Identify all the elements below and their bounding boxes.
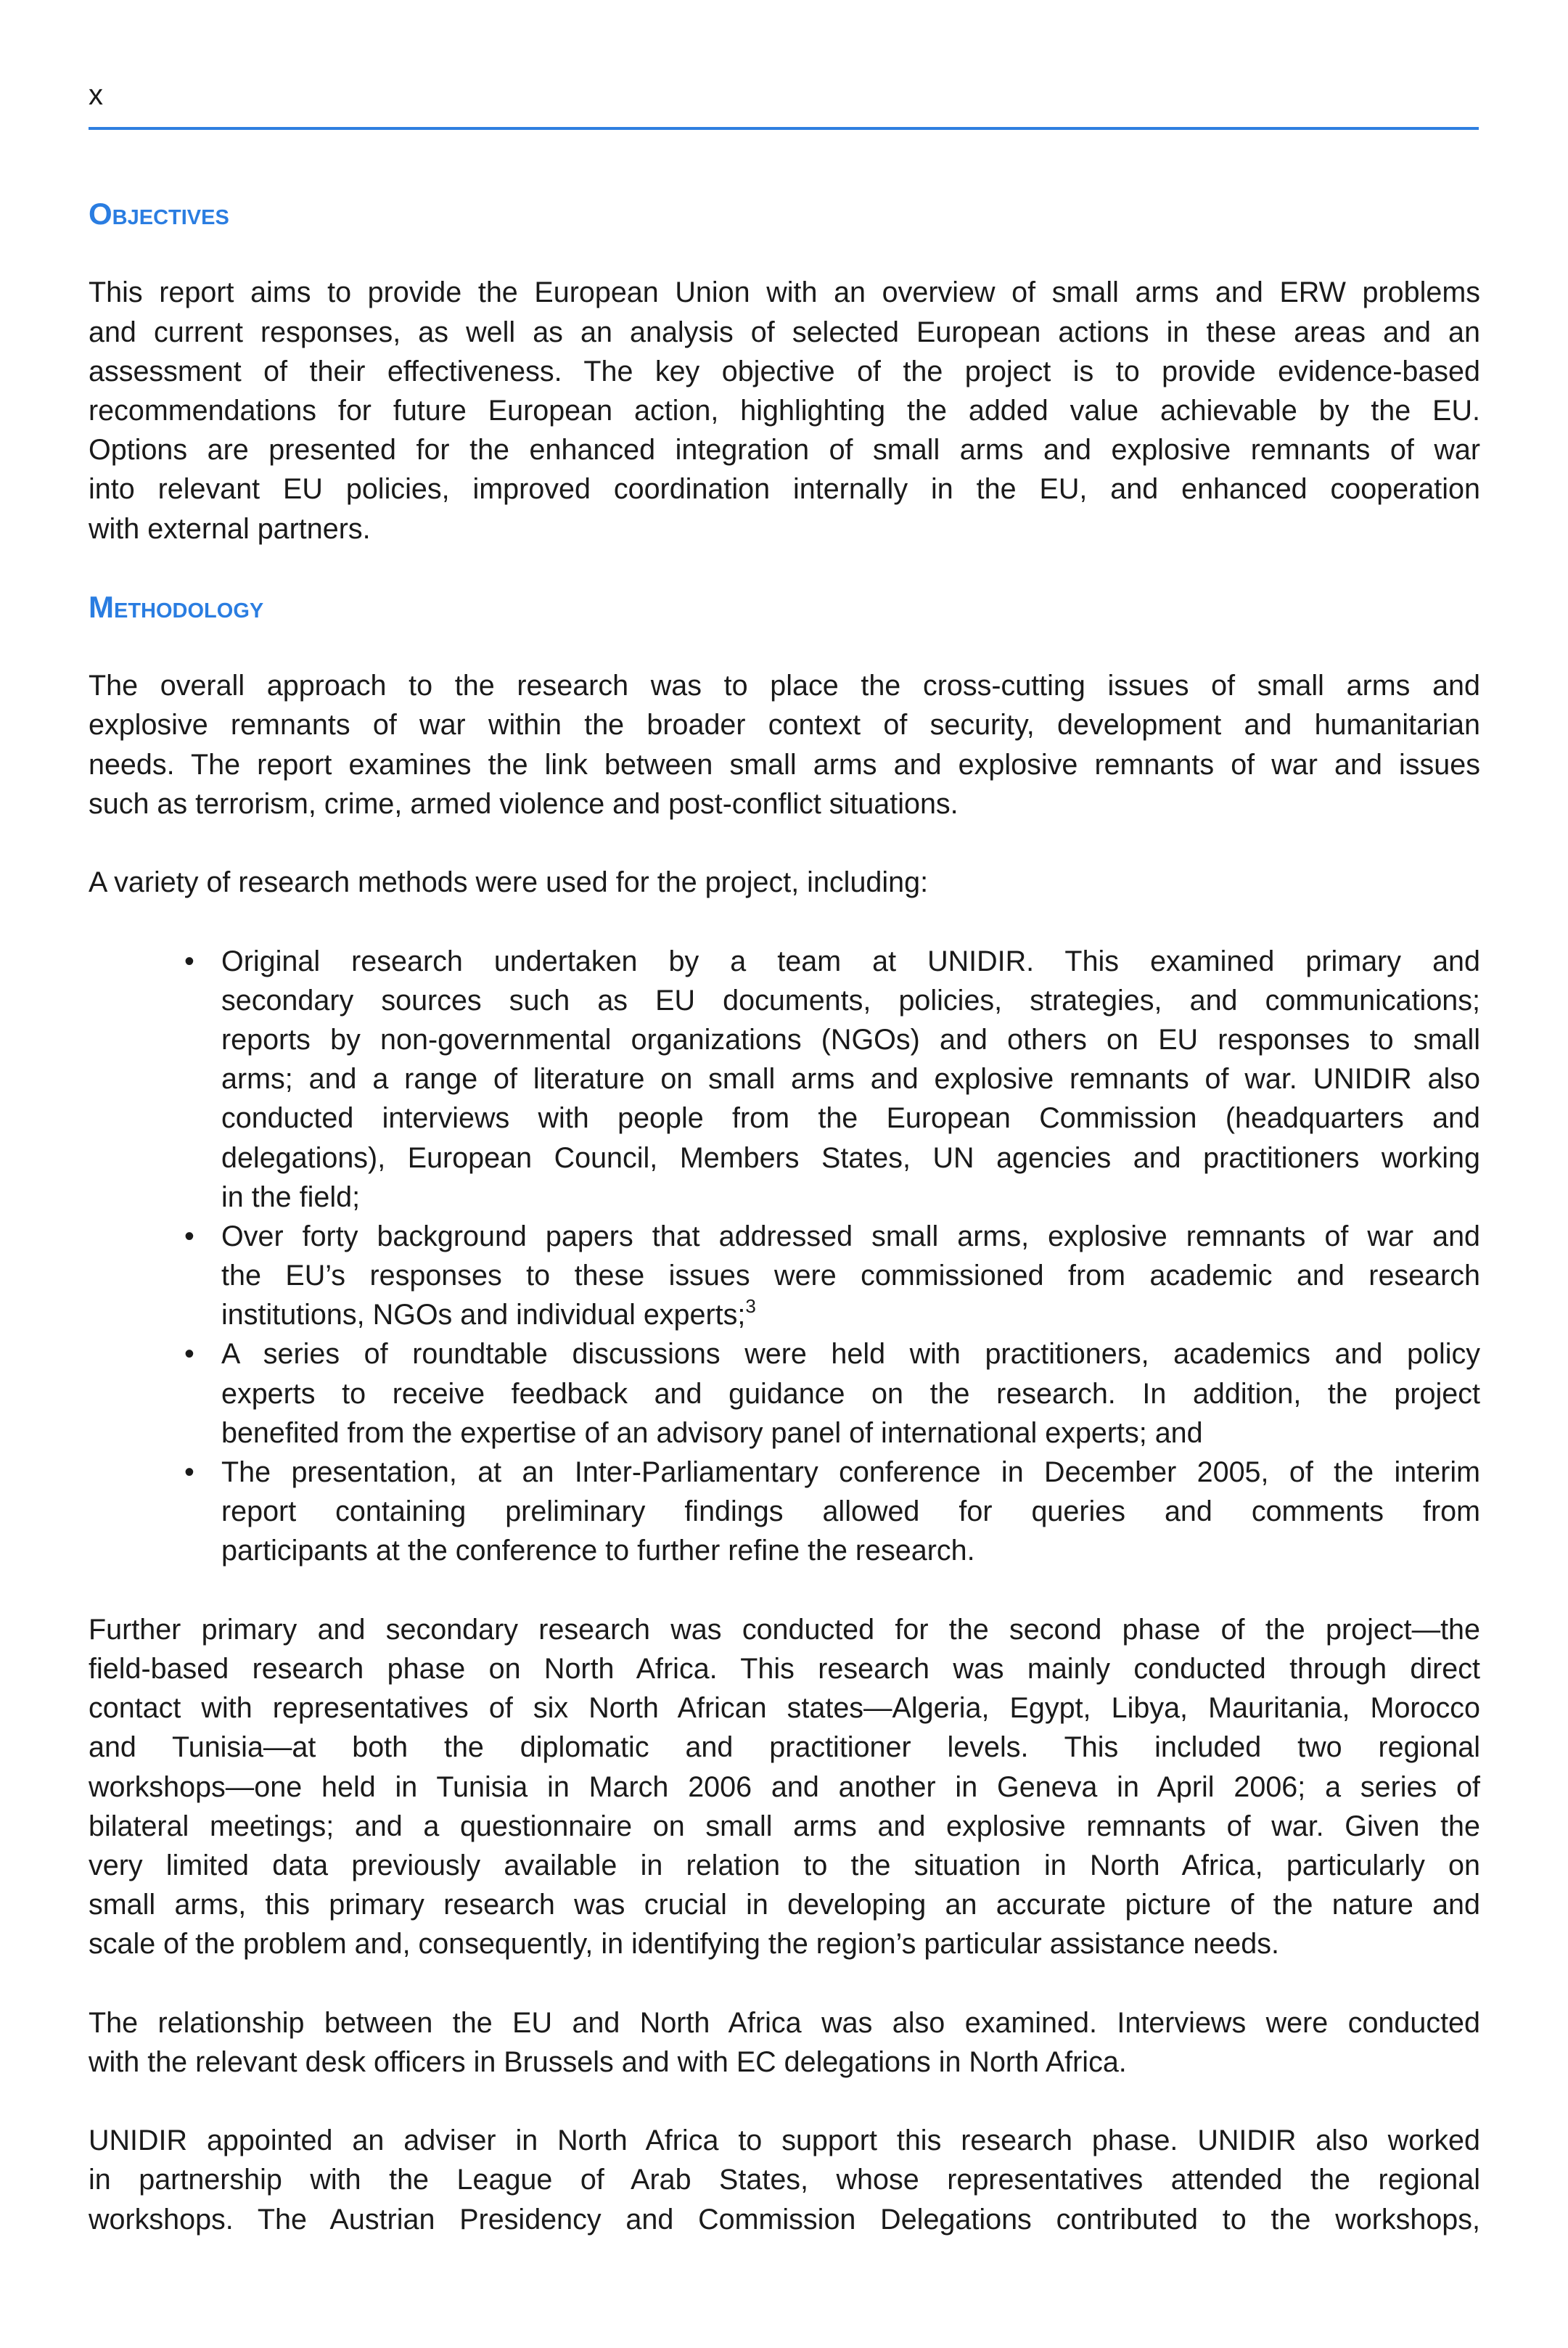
bullet-item (89, 1217, 1480, 1335)
text-line: and Tunisia—at both the diplomatic and practitioner levels. This included two regional (89, 1731, 1480, 1764)
text-line: arms; and a range of literature on small arms and explosive remnants of war. UNIDIR also (221, 1063, 1480, 1096)
text-line: The presentation, at an Inter-Parliamentary conference in December 2005, of the interim (221, 1456, 1480, 1488)
paragraph (89, 2121, 1480, 2239)
text-line: explosive remnants of war within the broader context of security, development and humanitarian (89, 709, 1480, 742)
text-line: workshops. The Austrian Presidency and Commission Delegations contributed to the workshops, (89, 2203, 1480, 2236)
text-line: assessment of their effectiveness. The key objective of the project is to provide evidence-based (89, 355, 1480, 387)
text-line: experts to receive feedback and guidance on the research. In addition, the project (221, 1377, 1480, 1410)
text-line: small arms, this primary research was crucial in developing an accurate picture of the nature and (89, 1889, 1480, 1921)
text-line: A variety of research methods were used for the project, including: (89, 866, 929, 899)
bullet-icon: • (184, 1338, 194, 1371)
text-line: report containing preliminary findings allowed for queries and comments from (221, 1495, 1480, 1528)
text-line: with the relevant desk officers in Brussels and with EC delegations in North Africa. (89, 2045, 1127, 2078)
text-line: reports by non-governmental organizations (NGOs) and others on EU responses to small (221, 1023, 1480, 1056)
text-line-content: institutions, NGOs and individual experts; (221, 1299, 746, 1331)
text-line: Further primary and secondary research was conducted for the second phase of the project—the (89, 1613, 1480, 1646)
text-line: recommendations for future European action, highlighting the added value achievable by the EU. (89, 394, 1480, 427)
text-line: needs. The report examines the link between small arms and explosive remnants of war and issues (89, 748, 1480, 781)
text-line: the EU’s responses to these issues were commissioned from academic and research (221, 1260, 1480, 1292)
text-line: scale of the problem and, consequently, in identifying the region’s particular assistance needs. (89, 1928, 1279, 1961)
section-heading: Objectives (89, 197, 229, 231)
paragraph (89, 666, 1480, 824)
text-line: UNIDIR appointed an adviser in North Africa to support this research phase. UNIDIR also worked (89, 2125, 1480, 2157)
text-line: with external partners. (89, 512, 371, 545)
text-line: participants at the conference to further refine the research. (221, 1535, 975, 1567)
text-line: contact with representatives of six North African states—Algeria, Egypt, Libya, Mauritania, Morocco (89, 1692, 1480, 1725)
text-line: Original research undertaken by a team at UNIDIR. This examined primary and (221, 945, 1480, 977)
document-body (89, 194, 1480, 2278)
text-line: in the field; (221, 1181, 361, 1213)
text-line: This report aims to provide the European Union with an overview of small arms and ERW problems (89, 276, 1480, 309)
text-line: The overall approach to the research was to place the cross-cutting issues of small arms and (89, 670, 1480, 702)
text-line: benefited from the expertise of an advisory panel of international experts; and (221, 1416, 1203, 1449)
bullet-item (89, 942, 1480, 1217)
text-line: secondary sources such as EU documents, policies, strategies, and communications; (221, 984, 1480, 1017)
header-rule (89, 127, 1479, 130)
text-line: bilateral meetings; and a questionnaire on small arms and explosive remnants of war. Given the (89, 1810, 1480, 1842)
paragraph (89, 1610, 1480, 1964)
bullet-list (89, 942, 1480, 1571)
footnote-marker: 3 (745, 1295, 756, 1318)
text-line: delegations), European Council, Members States, UN agencies and practitioners working (221, 1141, 1480, 1174)
text-line: into relevant EU policies, improved coordination internally in the EU, and enhanced cooperation (89, 473, 1480, 506)
text-line: A series of roundtable discussions were held with practitioners, academics and policy (221, 1338, 1480, 1371)
bullet-item (89, 1334, 1480, 1453)
paragraph (89, 863, 1480, 902)
section-heading: Methodology (89, 589, 264, 624)
text-line: very limited data previously available in relation to the situation in North Africa, particularly on (89, 1849, 1480, 1881)
bullet-icon: • (184, 1220, 194, 1252)
text-line: in partnership with the League of Arab States, whose representatives attended the regional (89, 2164, 1480, 2196)
text-line: The relationship between the EU and North Africa was also examined. Interviews were conducted (89, 2006, 1480, 2039)
paragraph (89, 2003, 1480, 2082)
paragraph (89, 273, 1480, 548)
text-line: and current responses, as well as an analysis of selected European actions in these areas and an (89, 316, 1480, 348)
text-line: workshops—one held in Tunisia in March 2006 and another in Geneva in April 2006; a series of (89, 1770, 1480, 1803)
text-line: Options are presented for the enhanced integration of small arms and explosive remnants of war (89, 434, 1480, 467)
text-line: conducted interviews with people from the European Commission (headquarters and (221, 1102, 1480, 1135)
text-line: such as terrorism, crime, armed violence and post-conflict situations. (89, 787, 959, 820)
text-line: field-based research phase on North Africa. This research was mainly conducted through direct (89, 1652, 1480, 1685)
page-number: x (89, 79, 103, 111)
text-line: Over forty background papers that addressed small arms, explosive remnants of war and (221, 1220, 1480, 1252)
bullet-icon: • (184, 945, 194, 977)
text-line (221, 1295, 1480, 1334)
bullet-icon: • (184, 1456, 194, 1488)
bullet-item (89, 1453, 1480, 1571)
